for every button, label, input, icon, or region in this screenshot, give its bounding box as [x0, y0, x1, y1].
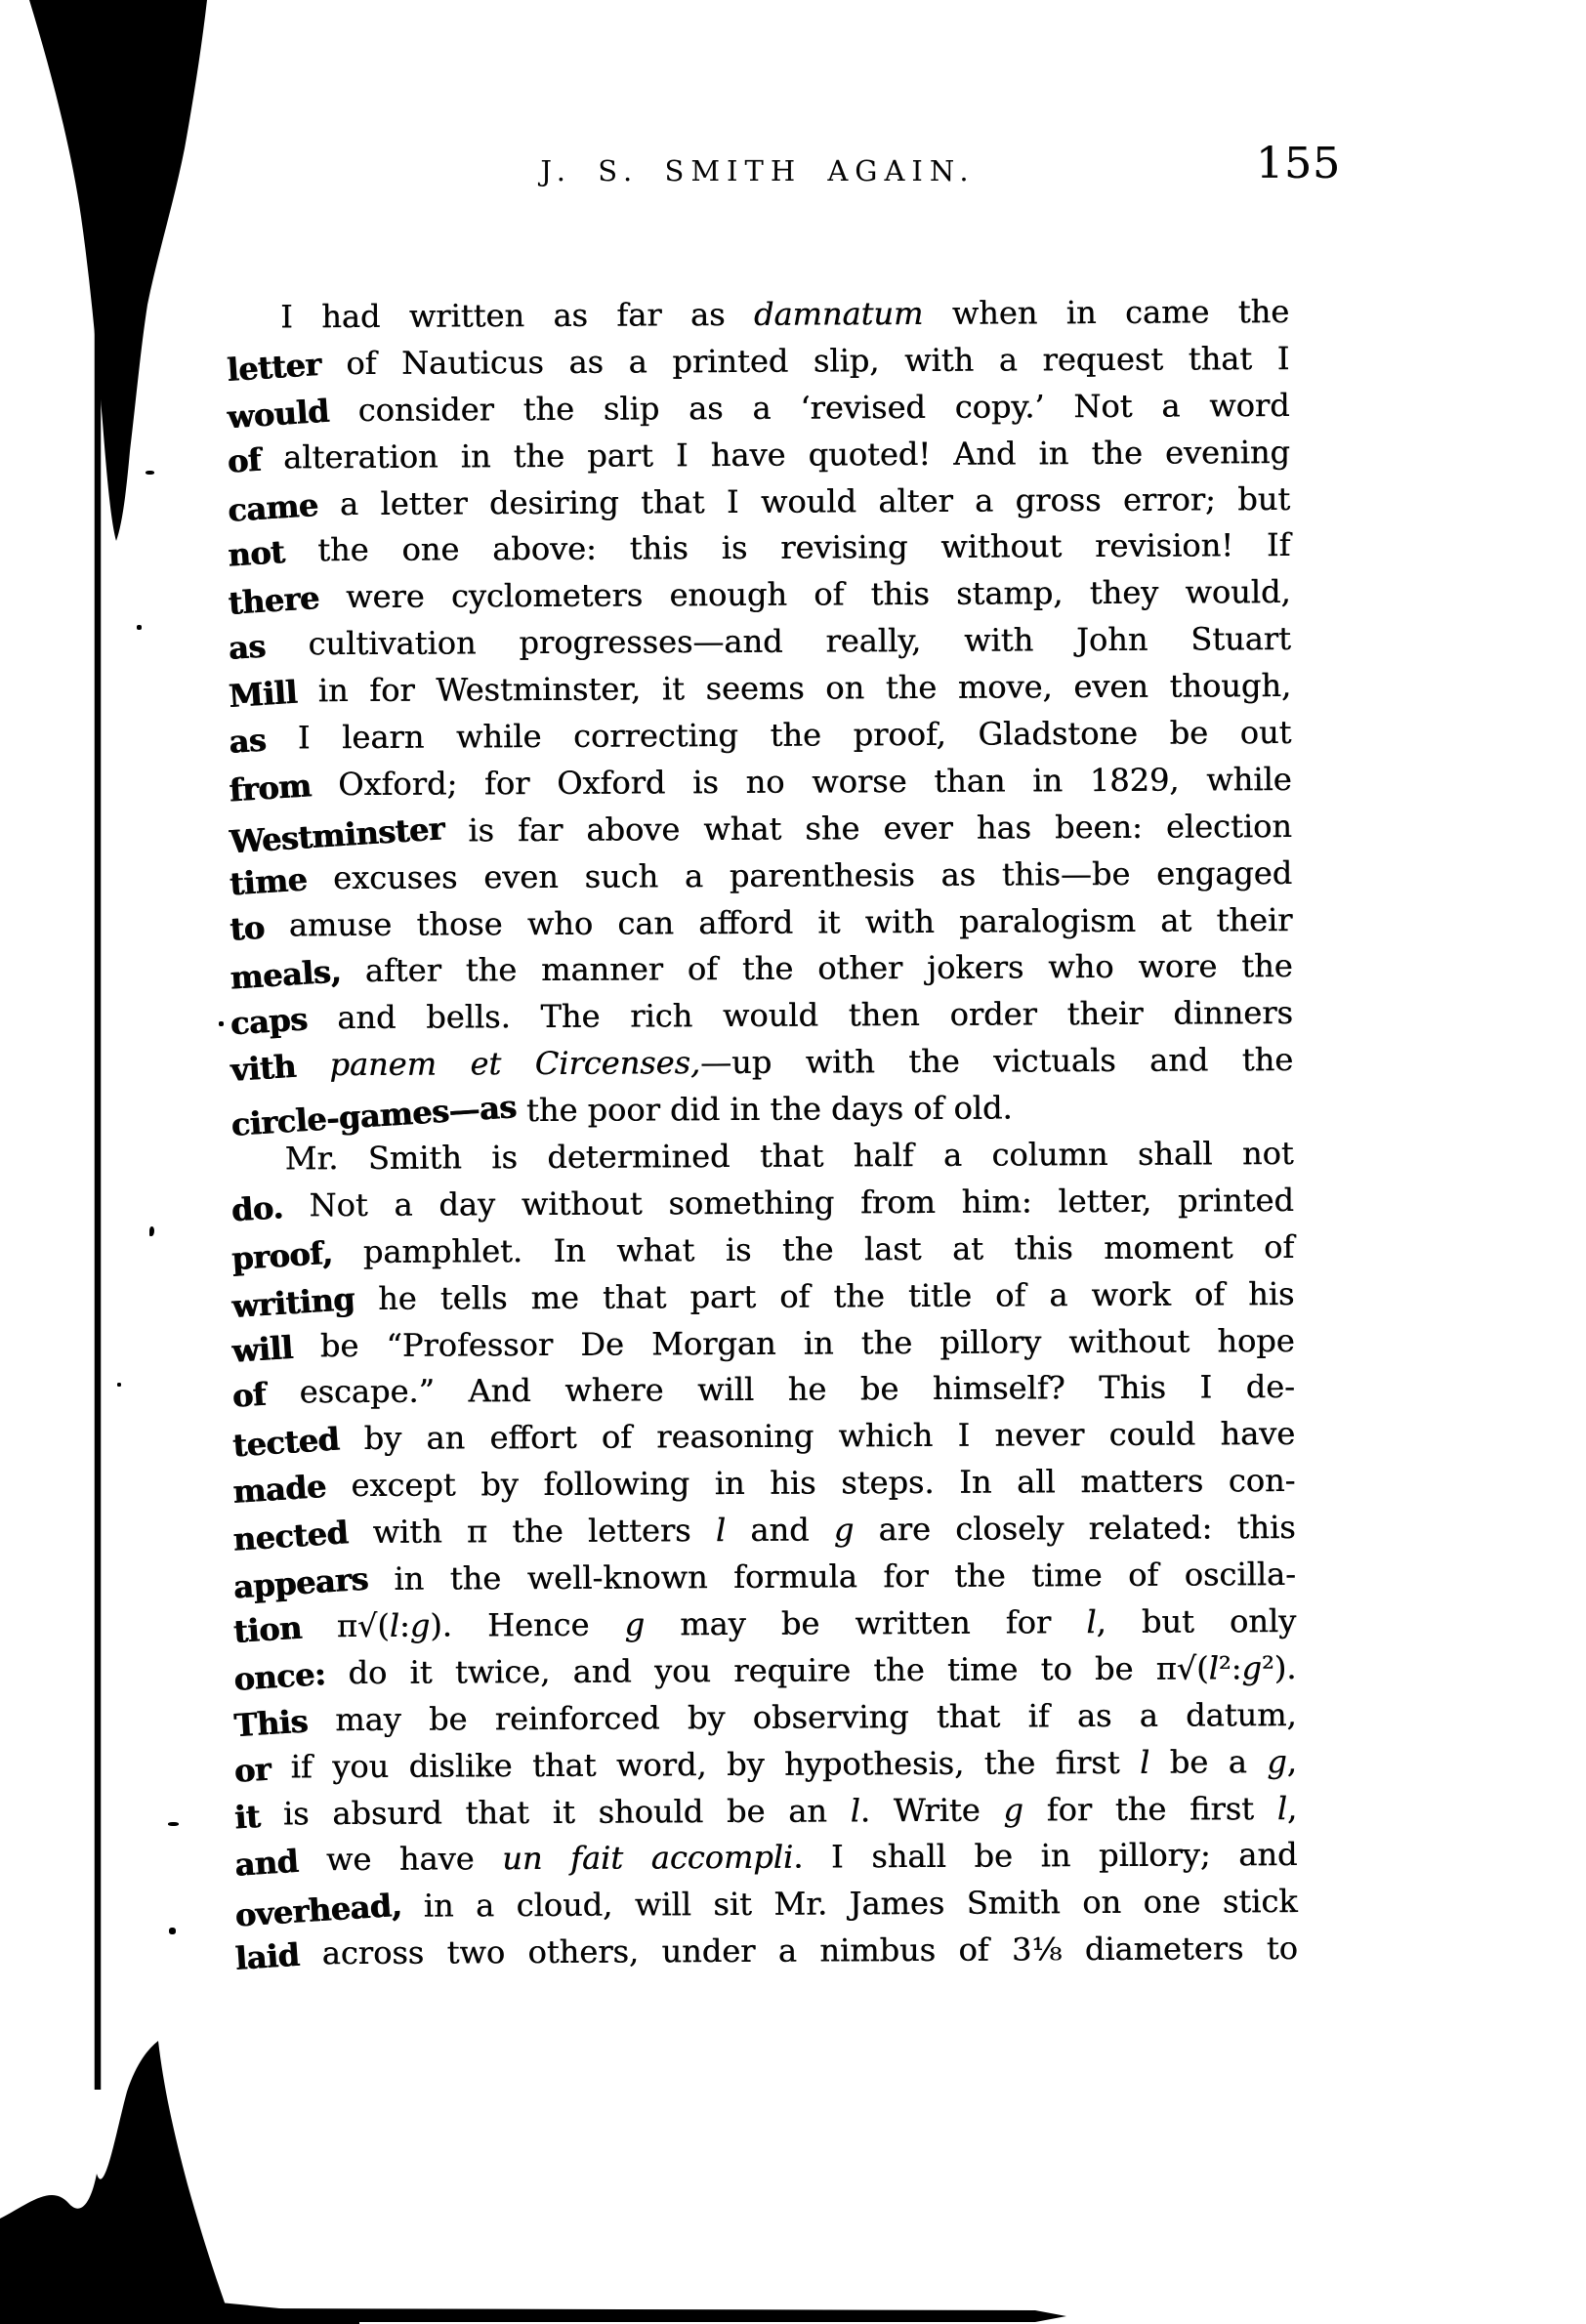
text-line: as cultivation progresses—and really, with John Stuart	[229, 616, 1291, 669]
gutter-word: made	[231, 1468, 327, 1512]
ink-blob-bottom-left	[0, 2041, 232, 2324]
text-line: to amuse those who can afford it with paralogism at their	[230, 897, 1292, 950]
scan-speck	[219, 1021, 224, 1026]
text-line: writing he tells me that part of the title of a work of his	[231, 1271, 1294, 1324]
text-line: as I learn while correcting the proof, Gladstone be out	[229, 710, 1291, 763]
scan-speck	[146, 471, 154, 475]
paragraph	[226, 289, 1294, 1144]
gutter-word: tected	[230, 1420, 341, 1465]
text-line: of escape.” And where will he be himself? This I de-	[232, 1364, 1295, 1417]
gutter-word: will	[230, 1328, 294, 1370]
gutter-word: not	[227, 533, 286, 575]
text-line: This may be reinforced by observing that if as a datum,	[234, 1692, 1297, 1745]
gutter-word: Mill	[227, 673, 299, 716]
scan-speck	[168, 1822, 179, 1826]
gutter-word: vith	[229, 1048, 297, 1090]
text-line: Mr. Smith is determined that half a column shall not	[284, 1135, 1294, 1178]
text-column	[227, 289, 1298, 1978]
text-line: of alteration in the part I have quoted! And in the evening	[228, 430, 1290, 482]
text-line: vith panem et Circenses,—up with the victuals and the	[230, 1037, 1293, 1090]
gutter-word: caps	[229, 1000, 309, 1043]
bottom-edge-bar	[234, 2308, 1066, 2322]
text-line: proof, pamphlet. In what is the last at this moment of	[231, 1224, 1294, 1277]
text-line: Westminster is far above what she ever has been: election	[230, 804, 1292, 856]
gutter-word: nected	[231, 1514, 350, 1558]
text-line: would consider the slip as a ‘revised copy.’ Not a word	[228, 383, 1290, 436]
text-line: tected by an effort of reasoning which I never could have	[232, 1411, 1295, 1464]
text-line: came a letter desiring that I would alter a gross error; but	[228, 477, 1290, 529]
running-header: J. S. SMITH AGAIN.	[540, 154, 976, 187]
gutter-word: from	[228, 767, 313, 809]
text-line: there were cyclometers enough of this stamp, they would,	[229, 569, 1291, 622]
gutter-word: overhead,	[233, 1887, 403, 1934]
gutter-word: Westminster	[228, 809, 446, 861]
text-line: overhead, in a cloud, will sit Mr. James Smith on one stick	[235, 1879, 1298, 1931]
gutter-word: circle-games—as	[230, 1088, 518, 1144]
text-line: caps and bells. The rich would then order their dinners	[230, 990, 1293, 1043]
ink-blob-top-left	[29, 0, 207, 541]
gutter-word: once:	[232, 1654, 327, 1698]
gutter-word: proof,	[230, 1233, 334, 1278]
text-line: once: do it twice, and you require the time to be π√(l²:g²).	[233, 1645, 1296, 1698]
text-line: from Oxford; for Oxford is no worse than in 1829, while	[230, 757, 1292, 809]
text-line: not the one above: this is revising without revision! If	[228, 522, 1290, 575]
gutter-word: or	[232, 1750, 272, 1790]
gutter-word: appears	[231, 1559, 369, 1606]
scan-speck	[137, 625, 142, 630]
text-line: I had written as far as damnatum when in came the	[280, 292, 1290, 336]
gutter-word: there	[227, 579, 320, 623]
text-line: meals, after the manner of the other jokers who wore the	[230, 943, 1293, 996]
gutter-word: of	[230, 1376, 268, 1416]
text-line: letter of Nauticus as a printed slip, with a request that I	[227, 336, 1289, 389]
text-line: will be “Professor De Morgan in the pillory without hope	[232, 1318, 1295, 1371]
gutter-word: and	[233, 1843, 300, 1885]
page-number: 155	[1256, 139, 1341, 188]
paragraph	[231, 1131, 1298, 1978]
text-line: it is absurd that it should be an l. Write g for the first l,	[234, 1785, 1297, 1838]
scan-speck	[149, 1226, 154, 1236]
text-line: do. Not a day without something from him: letter, printed	[231, 1178, 1294, 1230]
text-line: Mill in for Westminster, it seems on the move, even though,	[229, 663, 1291, 716]
gutter-word: This	[232, 1702, 309, 1745]
bottom-edge-smear	[220, 2303, 359, 2324]
gutter-word: of	[226, 440, 263, 480]
gutter-word: writing	[230, 1279, 356, 1325]
scan-speck	[169, 1928, 176, 1934]
gutter-word: as	[227, 627, 267, 668]
text-line: nected with π the letters l and g are closely related: this	[233, 1505, 1296, 1557]
text-line: laid across two others, under a nimbus of 3⅛ diameters to	[235, 1926, 1298, 1978]
text-line: tion π√(l:g). Hence g may be written for l, but only	[233, 1598, 1296, 1651]
gutter-word: meals,	[229, 952, 342, 998]
gutter-word: tion	[231, 1608, 303, 1651]
text-line: time excuses even such a parenthesis as this—be engaged	[230, 851, 1292, 903]
gutter-word: came	[226, 485, 319, 529]
text-line: made except by following in his steps. In all matters con-	[232, 1458, 1295, 1511]
gutter-word: time	[228, 860, 309, 903]
text-line: circle-games—as the poor did in the days of old.	[230, 1084, 1293, 1137]
gutter-word: laid	[233, 1935, 301, 1978]
text-line: appears in the well-known formula for the time of oscilla-	[233, 1552, 1296, 1604]
gutter-word: as	[228, 721, 268, 762]
text-line: or if you dislike that word, by hypothesis, the first l be a g,	[234, 1739, 1297, 1792]
gutter-word: it	[232, 1797, 262, 1837]
text-line: and we have un fait accompli. I shall be in pillory; and	[234, 1832, 1297, 1885]
gutter-shadow-line	[97, 117, 98, 2090]
gutter-word: to	[229, 908, 266, 948]
gutter-word: would	[226, 392, 330, 436]
scan-speck	[117, 1383, 121, 1387]
gutter-word: do.	[230, 1188, 284, 1229]
gutter-word: letter	[226, 345, 322, 389]
